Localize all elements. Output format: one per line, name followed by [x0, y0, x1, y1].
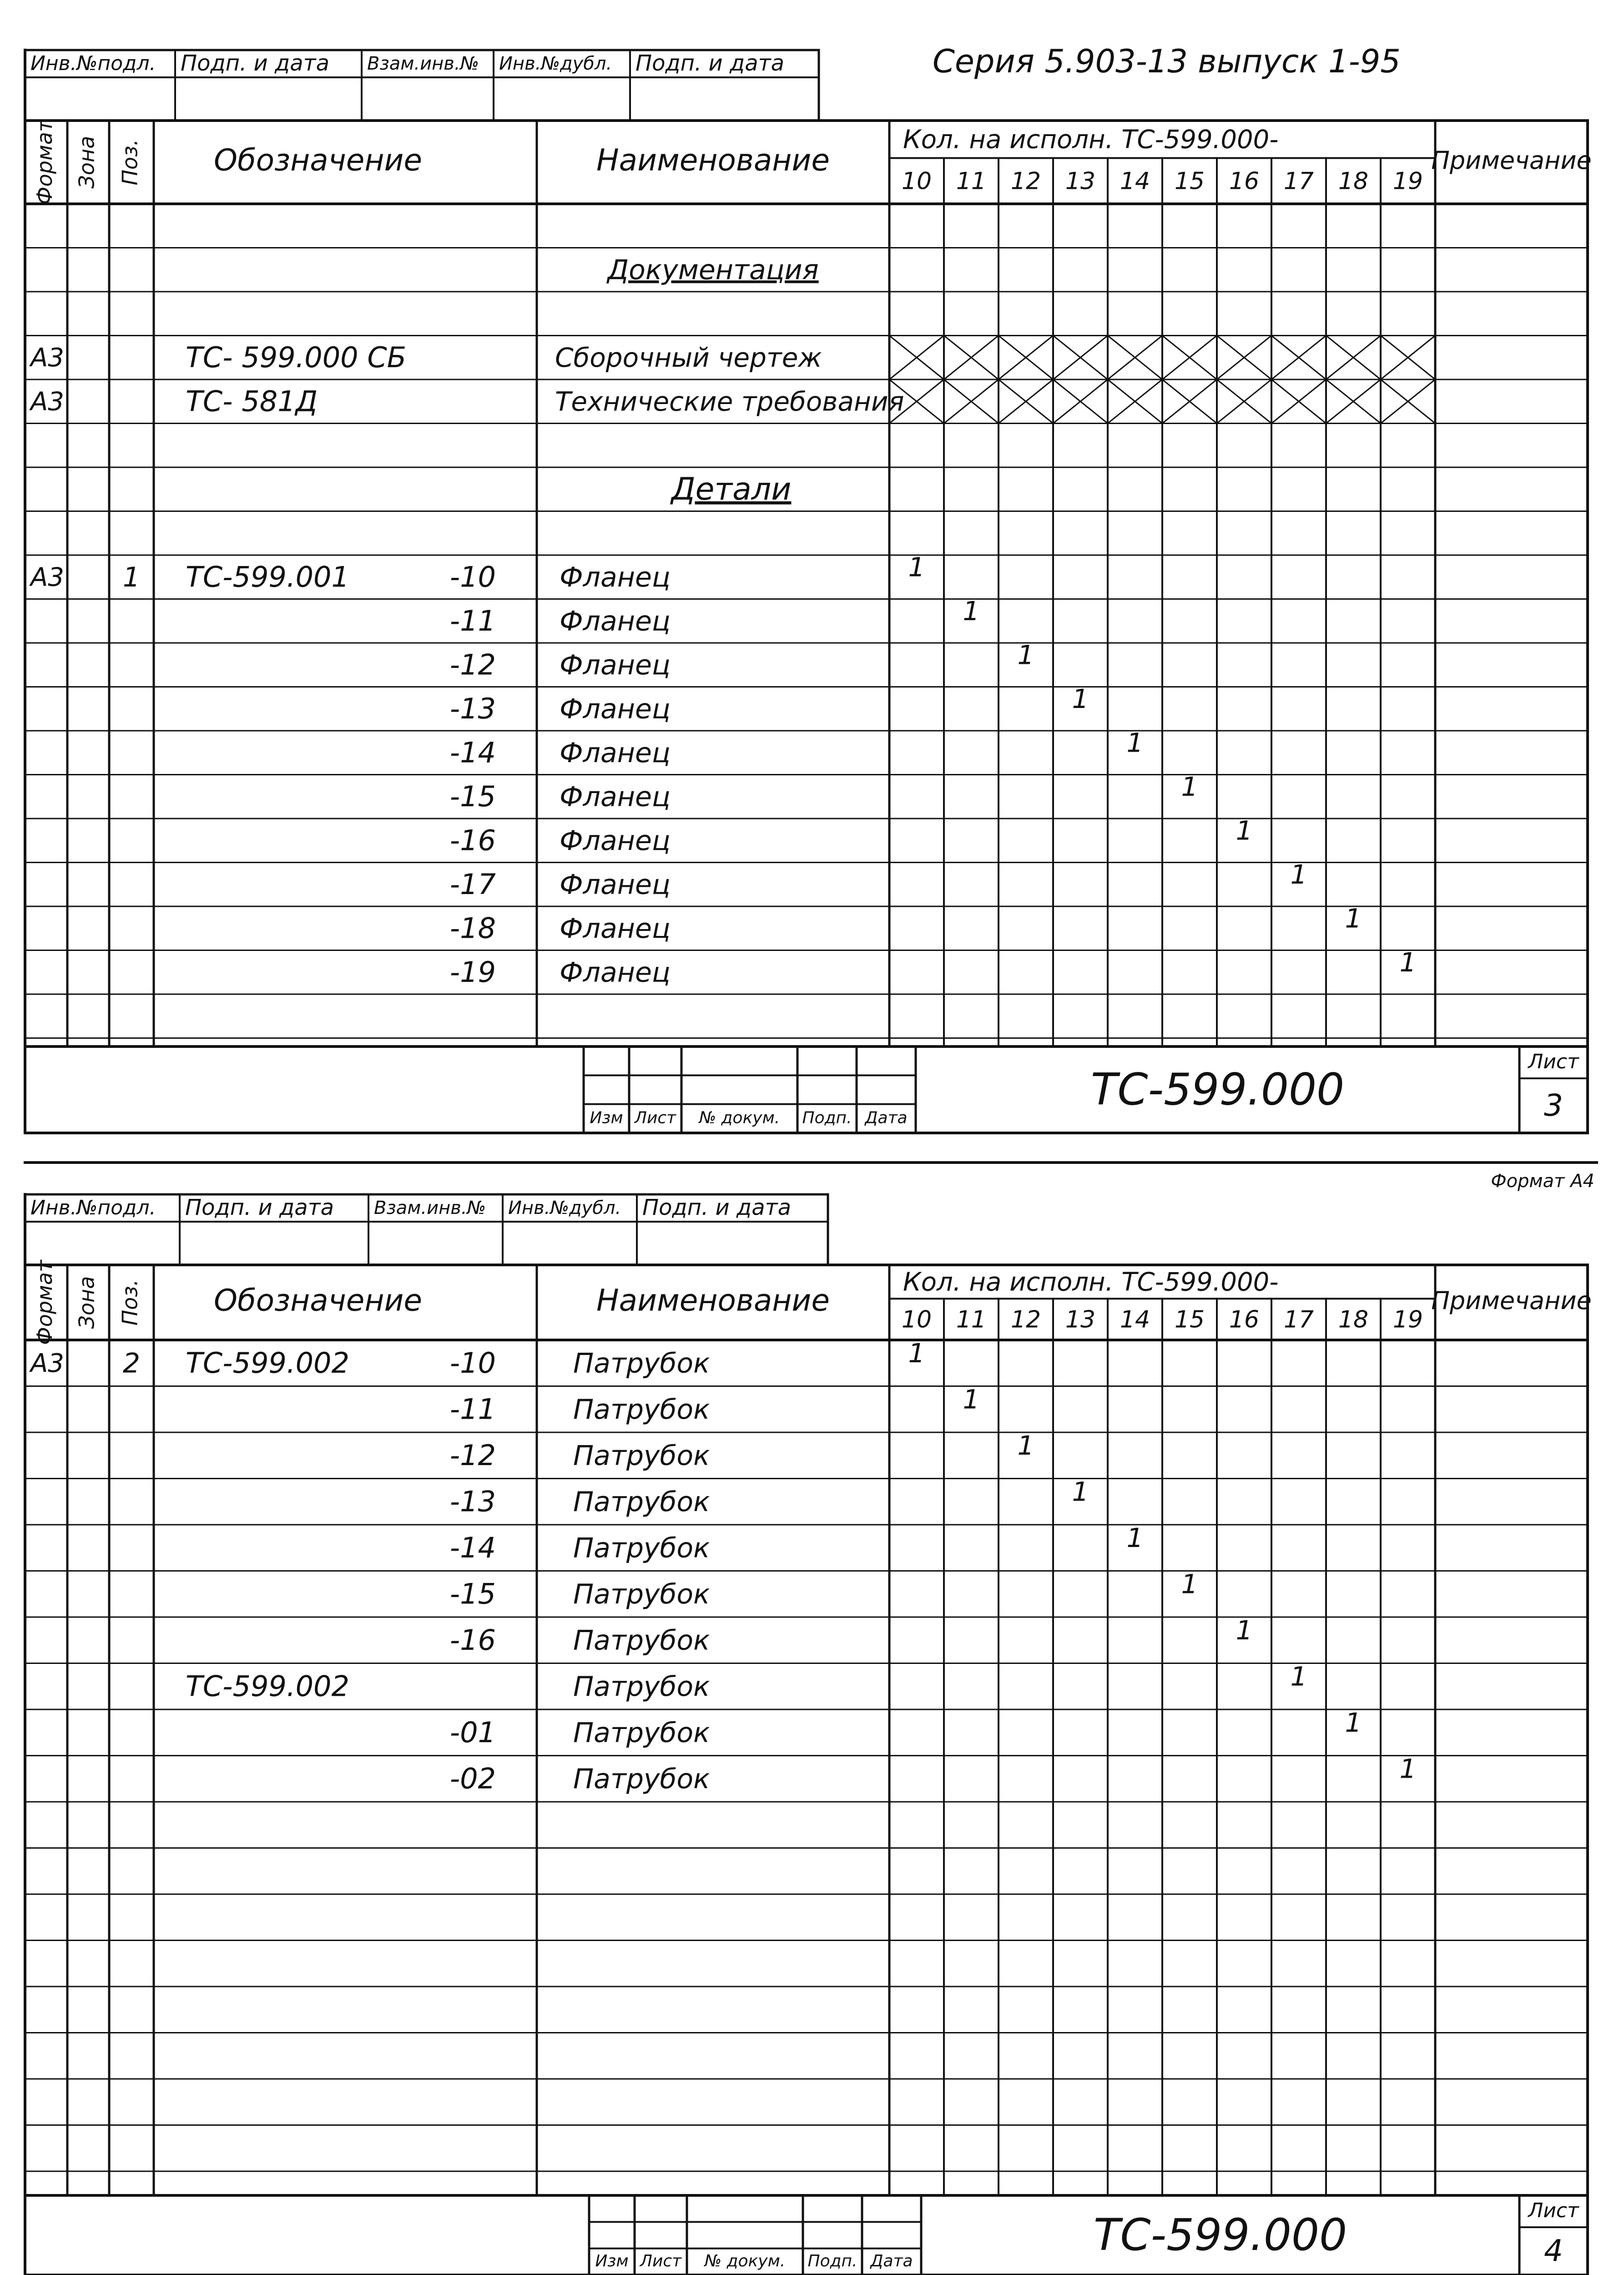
stamp-label: Подп. и дата [642, 1195, 791, 1220]
document-code: ТС-599.000 [1090, 1064, 1345, 1115]
title-block-label-izm: Изм [590, 1108, 623, 1127]
part-name: Фланец [560, 869, 671, 901]
sheet-label: Лист [1528, 1050, 1579, 1073]
sheet-label: Лист [1528, 2199, 1579, 2222]
doc-designation: ТС- 581Д [186, 384, 318, 418]
quantity-value: 1 [1345, 903, 1362, 934]
quantity-value: 1 [1399, 1753, 1417, 1785]
header-variant-10: 10 [901, 1306, 932, 1334]
part-suffix: -10 [449, 1346, 496, 1380]
part-designation: ТС-599.001 [186, 560, 349, 594]
part-name: Фланец [560, 956, 671, 989]
section-documentation: Документация [607, 254, 819, 286]
header-zone: Зона [74, 136, 99, 189]
stamp-label: Инв.№подл. [30, 52, 156, 75]
part-name: Патрубок [573, 1624, 710, 1657]
title-block-label-date: Дата [865, 1108, 908, 1127]
header-designation: Обозначение [214, 1283, 422, 1318]
title-block-label-doc_no: № докум. [704, 2251, 786, 2270]
quantity-value: 1 [1345, 1707, 1362, 1738]
stamp-label: Инв.№дубл. [499, 53, 612, 74]
part-suffix: -16 [449, 1623, 496, 1657]
part-suffix: -11 [449, 604, 496, 637]
part-name: Фланец [560, 737, 671, 769]
part-name: Фланец [560, 693, 671, 725]
part-name: Патрубок [573, 1670, 710, 1703]
quantity-value: 1 [1072, 683, 1089, 714]
quantity-value: 1 [1236, 1614, 1253, 1646]
header-variant-12: 12 [1010, 1306, 1041, 1334]
part-name: Патрубок [573, 1578, 710, 1610]
doc-format: А3 [30, 387, 64, 417]
sheet-number: 4 [1544, 2233, 1563, 2269]
part-suffix: -16 [449, 824, 496, 857]
quantity-value: 1 [1290, 1661, 1307, 1692]
quantity-value: 1 [1181, 1568, 1198, 1600]
header-pos: Поз. [117, 1279, 142, 1326]
part-name: Патрубок [573, 1440, 710, 1472]
part-suffix: -18 [449, 911, 496, 945]
header-pos: Поз. [117, 139, 142, 186]
part-name: Фланец [560, 781, 671, 813]
part-name: Фланец [560, 561, 671, 593]
quantity-value: 1 [908, 551, 925, 583]
stamp-label: Взам.инв.№ [374, 1198, 486, 1218]
part-suffix: -12 [449, 648, 496, 682]
part-suffix: -13 [449, 1485, 496, 1518]
header-variant-17: 17 [1283, 1306, 1314, 1334]
format-label: Формат А4 [1491, 1171, 1594, 1192]
title-block-label-date: Дата [870, 2251, 913, 2270]
header-format: Формат [32, 1260, 57, 1345]
part-suffix: -11 [449, 1392, 496, 1426]
quantity-value: 1 [908, 1337, 925, 1369]
part-suffix: -14 [449, 736, 496, 769]
part-format: А3 [30, 562, 64, 592]
part-suffix: -14 [449, 1531, 496, 1564]
doc-name: Сборочный чертеж [555, 342, 822, 373]
document-code: ТС-599.000 [1093, 2209, 1347, 2260]
title-block-label-izm: Изм [595, 2251, 629, 2270]
part-suffix: -01 [449, 1715, 496, 1749]
header-note: Примечание [1431, 1286, 1592, 1315]
quantity-value: 1 [1072, 1476, 1089, 1507]
header-format: Формат [32, 120, 57, 205]
header-note: Примечание [1431, 146, 1592, 175]
header-variant-16: 16 [1229, 1306, 1260, 1334]
part-suffix: -15 [449, 779, 496, 813]
header-variant-16: 16 [1229, 167, 1260, 195]
sheet-number: 3 [1544, 1088, 1563, 1123]
header-variant-10: 10 [901, 167, 932, 195]
header-variant-14: 14 [1120, 1306, 1150, 1334]
header-variant-11: 11 [956, 167, 987, 195]
stamp-label: Взам.инв.№ [367, 53, 479, 74]
header-variant-11: 11 [956, 1306, 987, 1334]
part-suffix: -19 [449, 955, 496, 989]
stamp-label: Инв.№дубл. [508, 1198, 621, 1218]
doc-designation: ТС- 599.000 СБ [186, 340, 407, 374]
part-name: Фланец [560, 649, 671, 681]
part-name: Патрубок [573, 1486, 710, 1518]
part-name: Фланец [560, 824, 671, 857]
part-name: Патрубок [573, 1393, 710, 1426]
quantity-value: 1 [1126, 727, 1144, 758]
header-variant-13: 13 [1065, 167, 1096, 195]
part-name: Патрубок [573, 1347, 710, 1380]
quantity-value: 1 [1290, 859, 1307, 890]
header-variant-19: 19 [1392, 167, 1423, 195]
stamp-label: Инв.№подл. [30, 1196, 156, 1219]
part-designation: ТС-599.002 [186, 1346, 349, 1380]
header-variant-12: 12 [1010, 167, 1041, 195]
stamp-label: Подп. и дата [181, 51, 329, 76]
stamp-label: Подп. и дата [185, 1195, 334, 1220]
part-name: Патрубок [573, 1717, 710, 1749]
quantity-value: 1 [963, 1384, 980, 1415]
header-variant-13: 13 [1065, 1306, 1096, 1334]
section-details: Детали [671, 471, 792, 507]
part-format: А3 [30, 1348, 64, 1378]
title-block-label-sign: Подп. [807, 2251, 857, 2270]
quantity-value: 1 [1399, 946, 1417, 978]
header-qty-title: Кол. на исполн. ТС-599.000- [903, 1267, 1279, 1297]
part-suffix: -02 [449, 1762, 496, 1795]
quantity-value: 1 [963, 595, 980, 627]
quantity-value: 1 [1181, 771, 1198, 802]
part-position: 1 [122, 561, 141, 593]
header-variant-18: 18 [1338, 167, 1369, 195]
quantity-value: 1 [1017, 1430, 1034, 1461]
part-suffix: -17 [449, 867, 496, 901]
header-qty-title: Кол. на исполн. ТС-599.000- [903, 125, 1279, 155]
part-suffix: -10 [449, 560, 496, 594]
header-variant-18: 18 [1338, 1306, 1369, 1334]
header-name: Наименование [596, 142, 830, 178]
header-zone: Зона [74, 1276, 99, 1329]
doc-format: А3 [30, 343, 64, 373]
part-position: 2 [122, 1347, 141, 1380]
header-variant-15: 15 [1174, 167, 1205, 195]
part-name: Патрубок [573, 1532, 710, 1564]
title-block-label-sign: Подп. [802, 1108, 852, 1127]
series-caption: Серия 5.903-13 выпуск 1-95 [933, 43, 1401, 81]
part-suffix: -13 [449, 692, 496, 725]
title-block-label-list: Лист [634, 1108, 676, 1127]
quantity-value: 1 [1236, 815, 1253, 846]
header-variant-17: 17 [1283, 167, 1314, 195]
header-variant-15: 15 [1174, 1306, 1205, 1334]
quantity-value: 1 [1126, 1522, 1144, 1553]
part-suffix: -15 [449, 1577, 496, 1611]
stamp-label: Подп. и дата [635, 51, 784, 76]
header-designation: Обозначение [214, 142, 422, 178]
quantity-value: 1 [1017, 639, 1034, 671]
part-suffix: -12 [449, 1438, 496, 1472]
part-name: Фланец [560, 912, 671, 945]
header-variant-14: 14 [1120, 167, 1150, 195]
header-name: Наименование [596, 1283, 830, 1318]
part-name: Фланец [560, 605, 671, 637]
header-variant-19: 19 [1392, 1306, 1423, 1334]
title-block-label-doc_no: № докум. [699, 1108, 780, 1127]
part-name: Патрубок [573, 1763, 710, 1795]
doc-name: Технические требования [555, 386, 904, 417]
title-block-label-list: Лист [640, 2251, 682, 2270]
part-designation: ТС-599.002 [186, 1669, 349, 1703]
